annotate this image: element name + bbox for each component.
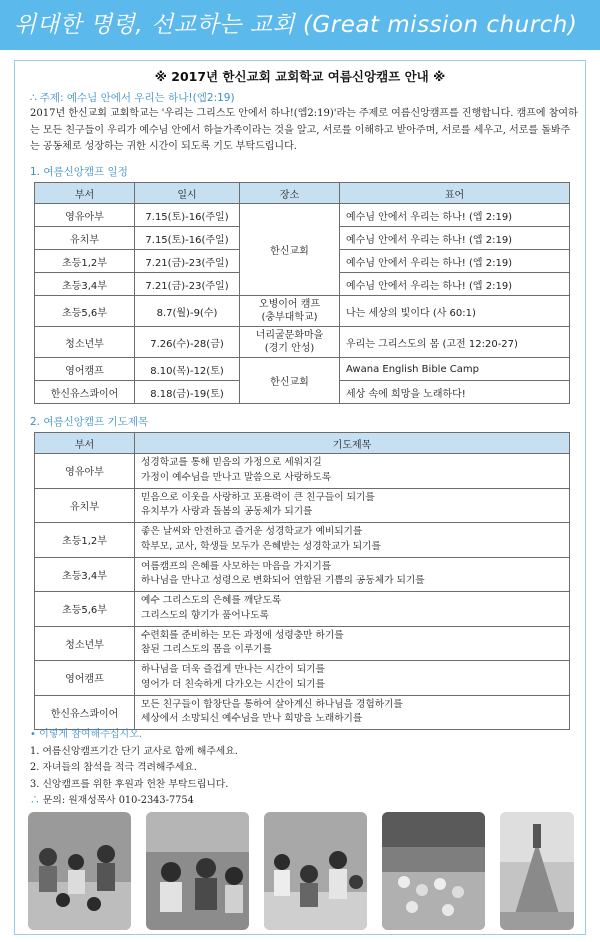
- place-cell: [240, 296, 340, 327]
- motto-cell: 나는 세상의 빛이다 (사 60:1): [340, 296, 570, 327]
- prayer-line: 하나님을 더욱 즐겁게 만나는 시간이 되기를: [141, 664, 325, 676]
- table-row: [35, 661, 570, 696]
- schedule-table: [34, 182, 570, 404]
- motto-cell: Awana English Bible Camp: [340, 358, 570, 381]
- participation-item: 2. 자녀들의 참석을 적극 격려해주세요.: [30, 762, 197, 773]
- place-cell: [240, 327, 340, 358]
- motto-cell: 예수님 안에서 우리는 하나! (엡 2:19): [340, 250, 570, 273]
- col-header-prayer: 기도제목: [135, 433, 570, 454]
- table-row: [35, 327, 570, 358]
- prayer-heading: 2. 여름신앙캠프 기도제목: [30, 416, 149, 428]
- three-dots-icon: ∴: [30, 92, 37, 104]
- date-cell: 7.21(금)-23(주일): [135, 250, 240, 273]
- table-row: [35, 296, 570, 327]
- three-dots-icon: ∴: [30, 795, 43, 806]
- place-cell: 한신교회: [240, 358, 340, 404]
- prayer-cell: [135, 695, 570, 730]
- table-row: [35, 523, 570, 558]
- prayer-cell: [135, 488, 570, 523]
- date-cell: 8.7(월)-9(수): [135, 296, 240, 327]
- participation-item: 3. 신앙캠프를 위한 후원과 헌찬 부탁드립니다.: [30, 778, 229, 790]
- prayer-line: 영어가 더 친숙하게 다가오는 시간이 되기를: [141, 678, 325, 690]
- place-line: (충부대학교): [261, 312, 318, 323]
- place-line: (경기 안성): [264, 343, 315, 354]
- dept-cell: 초등1,2부: [35, 250, 135, 273]
- dept-cell: 초등1,2부: [35, 523, 135, 558]
- date-cell: 7.15(토)-16(주일): [135, 204, 240, 227]
- schedule-heading: 1. 여름신앙캠프 일정: [30, 166, 128, 178]
- dept-cell: 영어캠프: [35, 661, 135, 696]
- dept-cell: 영유아부: [35, 454, 135, 489]
- dept-cell: 청소년부: [35, 327, 135, 358]
- prayer-line: 모든 친구들이 합창단을 통하여 살아계신 하나님을 경험하기를: [141, 698, 403, 710]
- prayer-cell: [135, 523, 570, 558]
- prayer-line: 하나님을 만나고 성령으로 변화되어 연합된 기쁨의 공동체가 되기를: [141, 575, 425, 587]
- prayer-line: 가정이 예수님을 만나고 말씀으로 사랑하도록: [141, 471, 332, 483]
- dept-cell: 한신유스콰이어: [35, 695, 135, 730]
- prayer-line: 참된 그리스도의 몸을 이루기를: [141, 644, 272, 656]
- prayer-cell: [135, 592, 570, 627]
- table-row: [35, 557, 570, 592]
- table-header-row: [35, 433, 570, 454]
- theme-text: 주제: 예수님 안에서 우리는 하나!(엡2:19): [39, 92, 235, 104]
- participation-section: [30, 727, 238, 810]
- participation-item: 1. 여름신앙캠프기간 단기 교사로 함께 해주세요.: [30, 745, 238, 757]
- participation-heading-text: 이렇게 참여해주십시오.: [39, 729, 143, 740]
- motto-cell: 세상 속에 희망을 노래하다!: [340, 381, 570, 404]
- prayer-line: 학부모, 교사, 학생들 모두가 은혜받는 성경학교가 되기를: [141, 540, 381, 552]
- camp-photo: [28, 812, 131, 930]
- motto-cell: 우리는 그리스도의 몸 (고전 12:20-27): [340, 327, 570, 358]
- place-cell: 한신교회: [240, 204, 340, 296]
- dept-cell: 유치부: [35, 227, 135, 250]
- camp-photo: [500, 812, 574, 930]
- prayer-line: 세상에서 소망되신 예수님을 만나 희망을 노래하기를: [141, 713, 363, 725]
- prayer-table: [34, 432, 570, 730]
- prayer-line: 그리스도의 향기가 품어나도록: [141, 609, 269, 621]
- dept-cell: 한신유스콰이어: [35, 381, 135, 404]
- camp-photo: [146, 812, 249, 930]
- page-title: ※ 2017년 한신교회 교회학교 여름신앙캠프 안내 ※: [154, 69, 446, 84]
- bullet-icon: •: [30, 729, 40, 740]
- intro-paragraph: 2017년 한신교회 교회학교는 '우리는 그리스도 안에서 하나!(엡2:19)'라는 주제로 여름신앙캠프를 진행합니다. 캠프에 참여하는 모든 친구들이 우리가 예수님 안에서 하늘가족이라는 것을 알고, 서로를 이해하고 받아주며, 서로를 세우고, 서로를 돌봐주는 공동체로 성장하는 귀한 시간이 되도록 기도 부탁드립니다.: [30, 108, 578, 152]
- motto-cell: 예수님 안에서 우리는 하나! (엡 2:19): [340, 204, 570, 227]
- prayer-line: 여름캠프의 은혜를 사모하는 마음을 가지기를: [141, 560, 332, 572]
- prayer-line: 유치부가 사랑과 돌봄의 공동체가 되기를: [141, 506, 313, 518]
- table-row: [35, 592, 570, 627]
- date-cell: 7.15(토)-16(주일): [135, 227, 240, 250]
- table-row: [35, 626, 570, 661]
- dept-cell: 유치부: [35, 488, 135, 523]
- date-cell: 8.10(목)-12(토): [135, 358, 240, 381]
- col-header-dept: 부서: [35, 183, 135, 204]
- dept-cell: 초등5,6부: [35, 296, 135, 327]
- prayer-cell: [135, 557, 570, 592]
- contact-line: [30, 793, 238, 810]
- camp-photo: [382, 812, 485, 930]
- motto-cell: 예수님 안에서 우리는 하나! (엡 2:19): [340, 227, 570, 250]
- photo-strip: [28, 812, 574, 930]
- prayer-cell: [135, 454, 570, 489]
- contact-text: 문의: 원재성목사 010-2343-7754: [42, 795, 194, 806]
- prayer-cell: [135, 661, 570, 696]
- prayer-line: 예수 그리스도의 은혜를 깨닫도록: [141, 595, 282, 607]
- col-header-date: 일시: [135, 183, 240, 204]
- table-row: [35, 454, 570, 489]
- table-row: [35, 204, 570, 227]
- prayer-cell: [135, 626, 570, 661]
- prayer-line: 좋은 날씨와 안전하고 즐거운 성경학교가 예비되기를: [141, 526, 363, 538]
- place-line: 오병이어 캠프: [258, 299, 321, 310]
- prayer-line: 수련회를 준비하는 모든 과정에 성령충만 하기를: [141, 629, 344, 641]
- col-header-place: 장소: [240, 183, 340, 204]
- table-row: [35, 488, 570, 523]
- participation-heading: [30, 727, 238, 744]
- dept-cell: 초등3,4부: [35, 273, 135, 296]
- dept-cell: 영어캠프: [35, 358, 135, 381]
- table-row: [35, 695, 570, 730]
- dept-cell: 청소년부: [35, 626, 135, 661]
- table-row: [35, 358, 570, 381]
- col-header-motto: 표어: [340, 183, 570, 204]
- dept-cell: 초등3,4부: [35, 557, 135, 592]
- dept-cell: 영유아부: [35, 204, 135, 227]
- date-cell: 8.18(금)-19(토): [135, 381, 240, 404]
- prayer-line: 믿음으로 이웃을 사랑하고 포용력이 큰 친구들이 되기를: [141, 491, 375, 503]
- theme-line: [30, 90, 235, 105]
- camp-photo: [264, 812, 367, 930]
- date-cell: 7.26(수)-28(금): [135, 327, 240, 358]
- date-cell: 7.21(금)-23(주일): [135, 273, 240, 296]
- page-banner: 위대한 명령, 선교하는 교회 (Great mission church): [0, 0, 600, 50]
- table-header-row: [35, 183, 570, 204]
- prayer-line: 성경학교를 통해 믿음의 가정으로 세워지길: [141, 457, 322, 469]
- motto-cell: 예수님 안에서 우리는 하나! (엡 2:19): [340, 273, 570, 296]
- col-header-dept: 부서: [35, 433, 135, 454]
- dept-cell: 초등5,6부: [35, 592, 135, 627]
- place-line: 너리굴문화마을: [255, 330, 324, 341]
